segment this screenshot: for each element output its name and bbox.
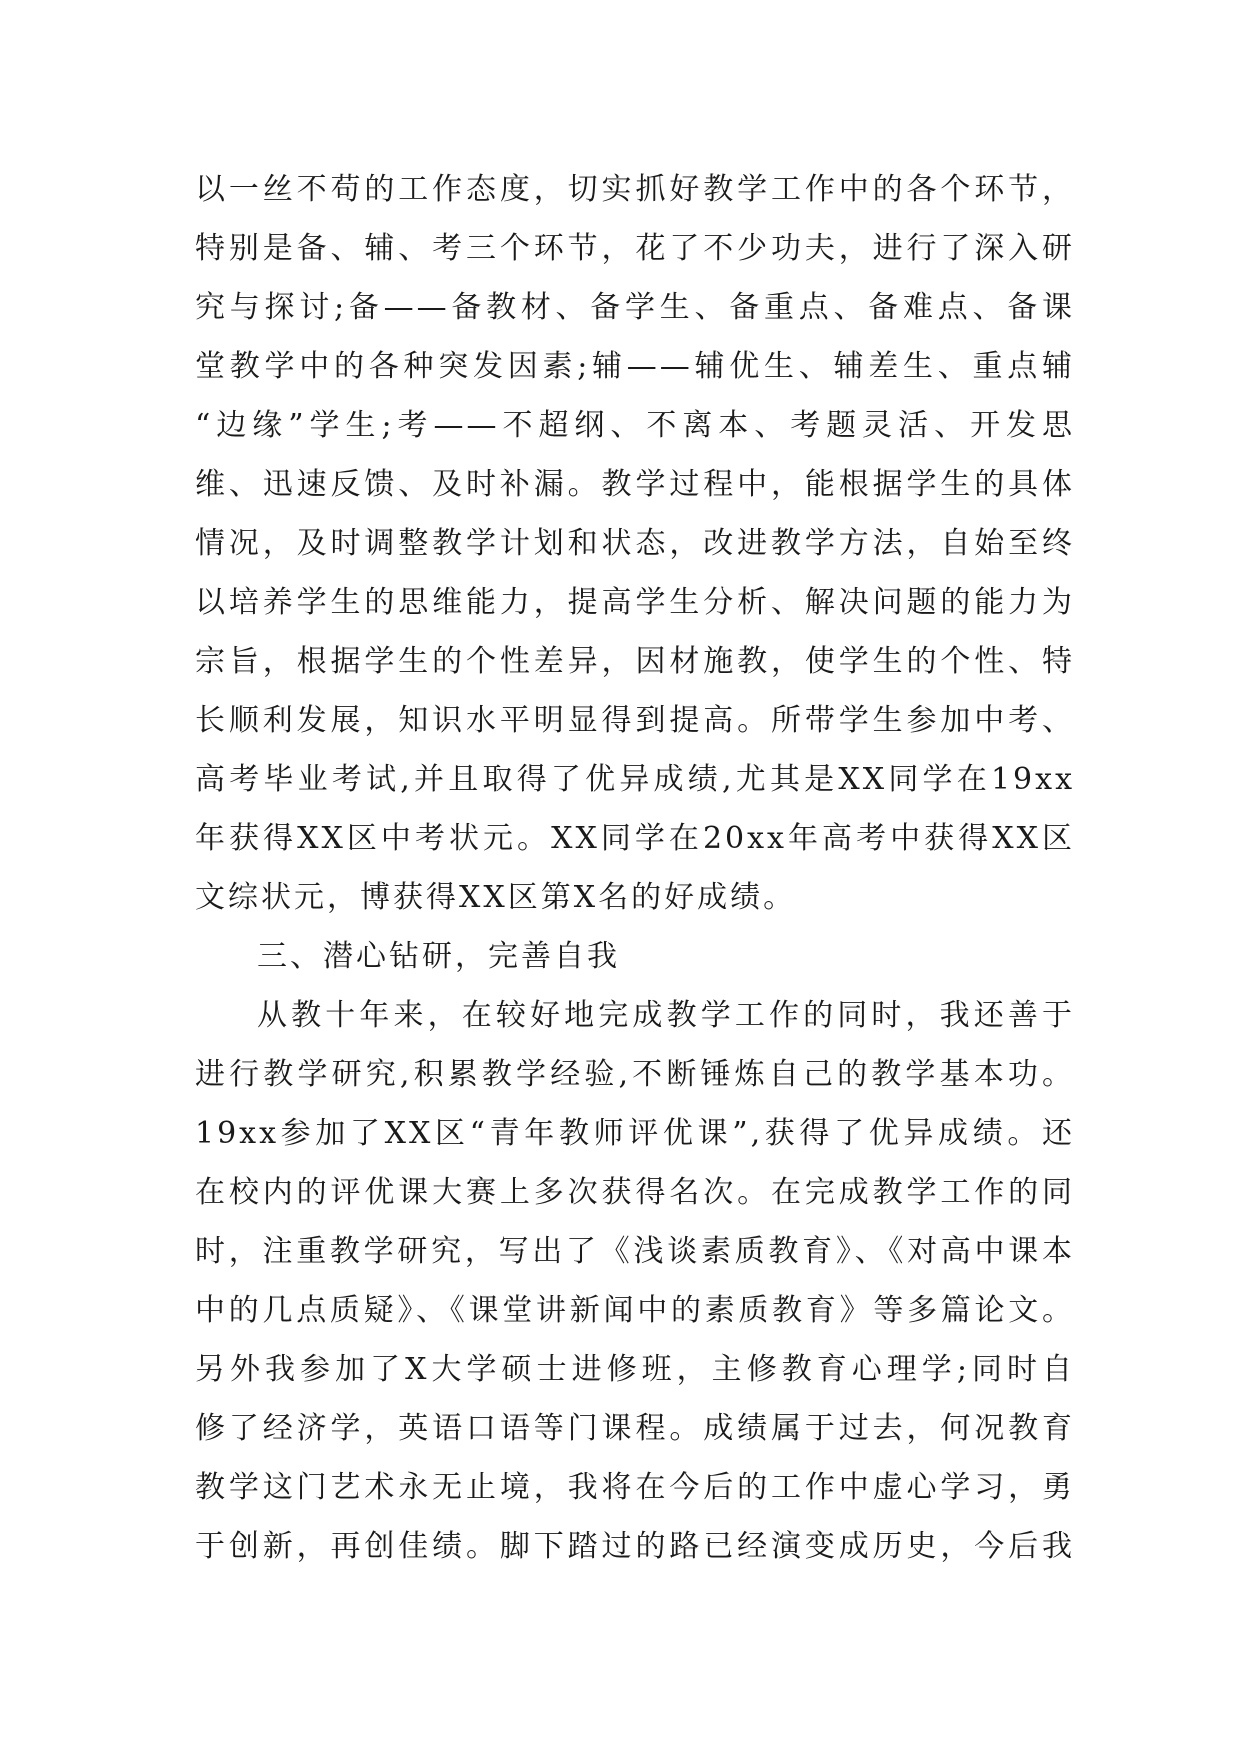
text-line: 宗旨，根据学生的个性差异，因材施教，使学生的个性、特 bbox=[195, 644, 1075, 679]
text-line: 时，注重教学研究，写出了《浅谈素质教育》、《对高中课本 bbox=[195, 1234, 1075, 1269]
text-line: 进行教学研究,积累教学经验,不断锤炼自己的教学基本功。 bbox=[195, 1057, 1075, 1092]
text-line: 文综状元，博获得XX区第X名的好成绩。 bbox=[195, 880, 797, 915]
text-line: 在校内的评优课大赛上多次获得名次。在完成教学工作的同 bbox=[195, 1175, 1075, 1210]
text-line: “边缘”学生;考——不超纲、不离本、考题灵活、开发思 bbox=[195, 408, 1075, 443]
text-line: 堂教学中的各种突发因素;辅——辅优生、辅差生、重点辅 bbox=[195, 349, 1075, 384]
text-line: 修了经济学，英语口语等门课程。成绩属于过去，何况教育 bbox=[195, 1411, 1075, 1446]
text-line: 情况，及时调整教学计划和状态，改进教学方法，自始至终 bbox=[195, 526, 1075, 561]
section-heading: 三、潜心钻研，完善自我 bbox=[257, 939, 620, 974]
text-line: 另外我参加了X大学硕士进修班，主修教育心理学;同时自 bbox=[195, 1352, 1075, 1387]
text-line: 于创新，再创佳绩。脚下踏过的路已经演变成历史，今后我 bbox=[195, 1529, 1075, 1564]
text-line: 以一丝不苟的工作态度，切实抓好教学工作中的各个环节， bbox=[195, 172, 1075, 207]
text-line: 中的几点质疑》、《课堂讲新闻中的素质教育》等多篇论文。 bbox=[195, 1293, 1075, 1328]
text-line: 特别是备、辅、考三个环节，花了不少功夫，进行了深入研 bbox=[195, 231, 1075, 266]
document-body bbox=[195, 160, 1075, 1576]
text-line: 以培养学生的思维能力，提高学生分析、解决问题的能力为 bbox=[195, 585, 1075, 620]
text-line: 19xx参加了XX区“青年教师评优课”,获得了优异成绩。还 bbox=[195, 1116, 1075, 1151]
text-line: 长顺利发展，知识水平明显得到提高。所带学生参加中考、 bbox=[195, 703, 1075, 738]
text-line: 高考毕业考试,并且取得了优异成绩,尤其是XX同学在19xx bbox=[195, 762, 1075, 797]
text-line: 年获得XX区中考状元。XX同学在20xx年高考中获得XX区 bbox=[195, 821, 1075, 856]
text-line: 教学这门艺术永无止境，我将在今后的工作中虚心学习，勇 bbox=[195, 1470, 1075, 1505]
text-line: 从教十年来，在较好地完成教学工作的同时，我还善于 bbox=[257, 998, 1075, 1033]
text-line: 究与探讨;备——备教材、备学生、备重点、备难点、备课 bbox=[195, 290, 1075, 325]
text-line: 维、迅速反馈、及时补漏。教学过程中，能根据学生的具体 bbox=[195, 467, 1075, 502]
